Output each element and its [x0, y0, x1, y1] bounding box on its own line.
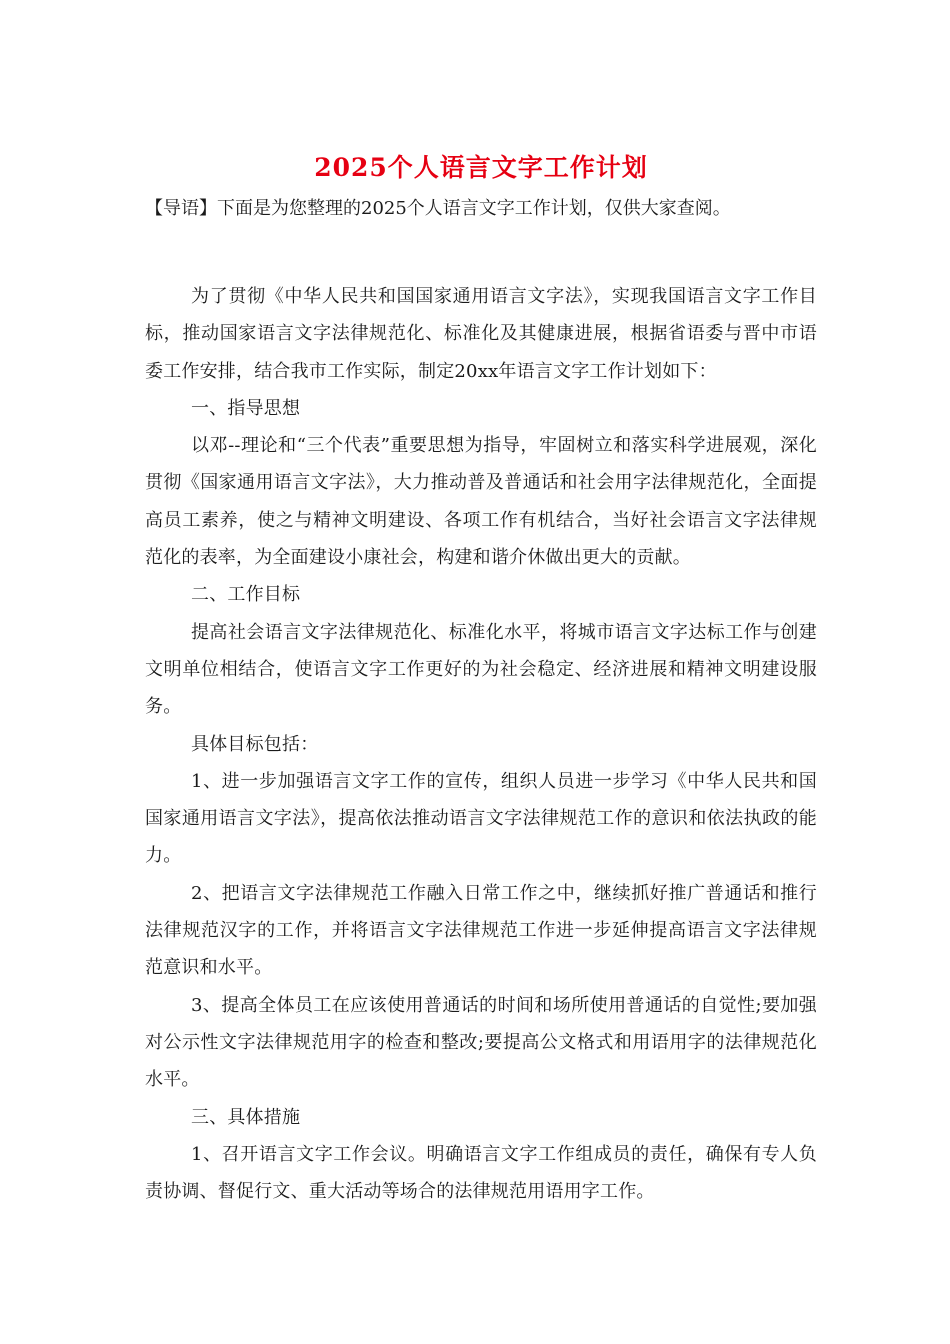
paragraph-guiding-thought: 以邓--理论和“三个代表”重要思想为指导，牢固树立和落实科学进展观，深化贯彻《国家通用语言文字法》，大力推动普及普通话和社会用字法律规范化，全面提高员工素养，使之与精神文明建设、各项工作有机结合，当好社会语言文字法律规范化的表率，为全面建设小康社会，构建和谐介休做出更大的贡献。 [145, 435, 817, 569]
document-title: 2025个人语言文字工作计划 [314, 153, 648, 182]
section-spacer [145, 224, 817, 278]
paragraph-work-goals: 提高社会语言文字法律规范化、标准化水平，将城市语言文字达标工作与创建文明单位相结合，使语言文字工作更好的为社会稳定、经济进展和精神文明建设服务。 [145, 621, 817, 718]
list-item-goal-3: 3、提高全体员工在应该使用普通话的时间和场所使用普通话的自觉性;要加强对公示性文字法律规范用字的检查和整改;要提高公文格式和用语用字的法律规范化水平。 [145, 994, 817, 1091]
list-item-goal-2: 2、把语言文字法律规范工作融入日常工作之中，继续抓好推广普通话和推行法律规范汉字的工作，并将语言文字法律规范工作进一步延伸提高语言文字法律规范意识和水平。 [145, 882, 817, 979]
heading-work-goals: 二、工作目标 [191, 584, 301, 606]
heading-specific-measures: 三、具体措施 [191, 1106, 301, 1128]
paragraph-purpose: 为了贯彻《中华人民共和国国家通用语言文字法》，实现我国语言文字工作目标，推动国家语言文字法律规范化、标准化及其健康进展，根据省语委与晋中市语委工作安排，结合我市工作实际，制定20xx年语言文字工作计划如下： [145, 286, 817, 382]
list-item-goal-1: 1、进一步加强语言文字工作的宣传，组织人员进一步学习《中华人民共和国国家通用语言文字法》，提高依法推动语言文字法律规范工作的意识和依法执政的能力。 [145, 770, 817, 867]
list-item-measure-1: 1、召开语言文字工作会议。明确语言文字工作组成员的责任，确保有专人负责协调、督促行文、重大活动等场合的法律规范用语用字工作。 [145, 1143, 817, 1203]
heading-specific-goals: 具体目标包括： [191, 733, 319, 755]
document-page [145, 148, 817, 1210]
heading-guiding-thought: 一、指导思想 [191, 397, 301, 419]
document-intro: 【导语】下面是为您整理的2025个人语言文字工作计划，仅供大家查阅。 [145, 198, 731, 219]
